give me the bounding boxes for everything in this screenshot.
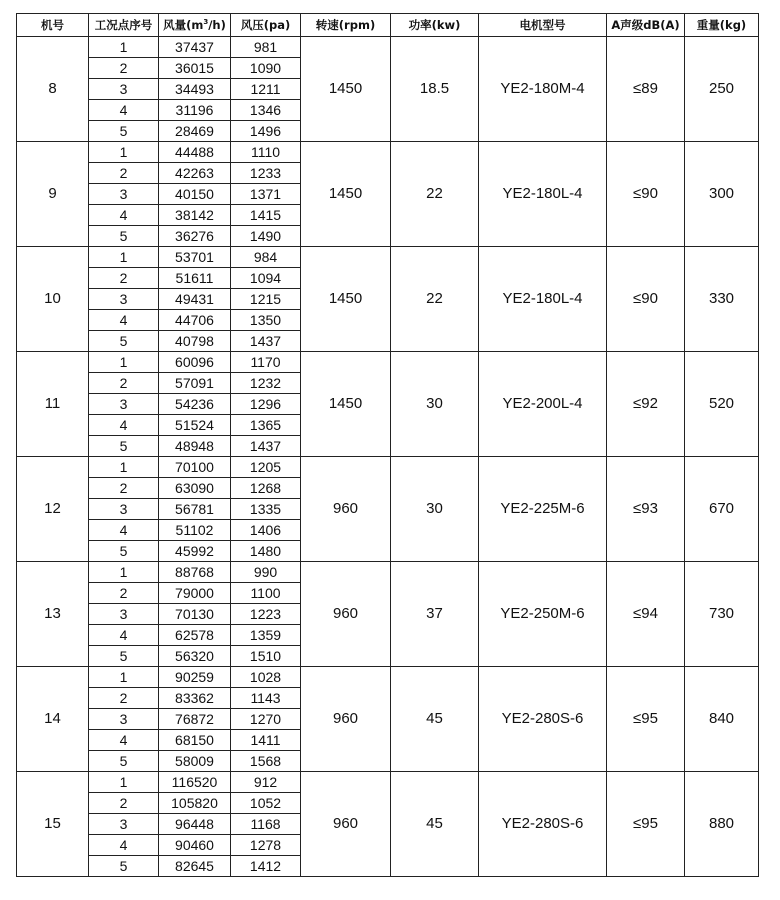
motor-model-cell: YE2-280S-6 xyxy=(479,667,607,772)
airflow-cell: 62578 xyxy=(159,625,231,646)
model-no-cell: 11 xyxy=(17,352,89,457)
point-no-cell: 1 xyxy=(89,457,159,478)
airflow-cell: 58009 xyxy=(159,751,231,772)
model-no-cell: 8 xyxy=(17,37,89,142)
airflow-cell: 56320 xyxy=(159,646,231,667)
header-power: 功率(kw) xyxy=(391,14,479,37)
airflow-cell: 54236 xyxy=(159,394,231,415)
point-no-cell: 4 xyxy=(89,625,159,646)
point-no-cell: 4 xyxy=(89,730,159,751)
airflow-cell: 40150 xyxy=(159,184,231,205)
point-no-cell: 4 xyxy=(89,310,159,331)
power-cell: 22 xyxy=(391,142,479,247)
table-row xyxy=(17,247,759,268)
power-cell: 18.5 xyxy=(391,37,479,142)
airflow-cell: 40798 xyxy=(159,331,231,352)
speed-cell: 1450 xyxy=(301,142,391,247)
pressure-cell: 1371 xyxy=(231,184,301,205)
airflow-cell: 36276 xyxy=(159,226,231,247)
pressure-cell: 1365 xyxy=(231,415,301,436)
point-no-cell: 4 xyxy=(89,520,159,541)
airflow-cell: 70130 xyxy=(159,604,231,625)
point-no-cell: 2 xyxy=(89,478,159,499)
pressure-cell: 981 xyxy=(231,37,301,58)
pressure-cell: 1496 xyxy=(231,121,301,142)
point-no-cell: 1 xyxy=(89,562,159,583)
power-cell: 30 xyxy=(391,352,479,457)
airflow-cell: 96448 xyxy=(159,814,231,835)
airflow-cell: 68150 xyxy=(159,730,231,751)
point-no-cell: 3 xyxy=(89,79,159,100)
airflow-cell: 49431 xyxy=(159,289,231,310)
pressure-cell: 1480 xyxy=(231,541,301,562)
point-no-cell: 1 xyxy=(89,37,159,58)
point-no-cell: 4 xyxy=(89,835,159,856)
speed-cell: 1450 xyxy=(301,352,391,457)
weight-cell: 840 xyxy=(685,667,759,772)
airflow-cell: 56781 xyxy=(159,499,231,520)
speed-cell: 1450 xyxy=(301,247,391,352)
airflow-cell: 88768 xyxy=(159,562,231,583)
airflow-cell: 90259 xyxy=(159,667,231,688)
pressure-cell: 1268 xyxy=(231,478,301,499)
noise-cell: ≤95 xyxy=(607,772,685,877)
table-row xyxy=(17,562,759,583)
pressure-cell: 1278 xyxy=(231,835,301,856)
pressure-cell: 1170 xyxy=(231,352,301,373)
pressure-cell: 1415 xyxy=(231,205,301,226)
pressure-cell: 912 xyxy=(231,772,301,793)
airflow-cell: 51611 xyxy=(159,268,231,289)
table-row xyxy=(17,457,759,478)
pressure-cell: 1270 xyxy=(231,709,301,730)
weight-cell: 250 xyxy=(685,37,759,142)
pressure-cell: 1411 xyxy=(231,730,301,751)
header-row xyxy=(17,14,759,37)
point-no-cell: 3 xyxy=(89,289,159,310)
pressure-cell: 990 xyxy=(231,562,301,583)
airflow-cell: 76872 xyxy=(159,709,231,730)
point-no-cell: 4 xyxy=(89,205,159,226)
weight-cell: 330 xyxy=(685,247,759,352)
airflow-cell: 51102 xyxy=(159,520,231,541)
speed-cell: 1450 xyxy=(301,37,391,142)
header-speed: 转速(rpm) xyxy=(301,14,391,37)
power-cell: 37 xyxy=(391,562,479,667)
point-no-cell: 2 xyxy=(89,163,159,184)
pressure-cell: 1406 xyxy=(231,520,301,541)
airflow-cell: 48948 xyxy=(159,436,231,457)
airflow-cell: 45992 xyxy=(159,541,231,562)
point-no-cell: 5 xyxy=(89,121,159,142)
noise-cell: ≤90 xyxy=(607,247,685,352)
table-body xyxy=(17,37,759,877)
motor-model-cell: YE2-180M-4 xyxy=(479,37,607,142)
header-pressure: 风压(pa) xyxy=(231,14,301,37)
airflow-cell: 116520 xyxy=(159,772,231,793)
motor-model-cell: YE2-280S-6 xyxy=(479,772,607,877)
airflow-cell: 53701 xyxy=(159,247,231,268)
airflow-cell: 51524 xyxy=(159,415,231,436)
point-no-cell: 5 xyxy=(89,541,159,562)
model-no-cell: 12 xyxy=(17,457,89,562)
header-airflow-text: 风量(m xyxy=(163,18,204,32)
point-no-cell: 2 xyxy=(89,793,159,814)
point-no-cell: 3 xyxy=(89,184,159,205)
pressure-cell: 1223 xyxy=(231,604,301,625)
airflow-cell: 82645 xyxy=(159,856,231,877)
motor-model-cell: YE2-225M-6 xyxy=(479,457,607,562)
point-no-cell: 3 xyxy=(89,709,159,730)
airflow-cell: 70100 xyxy=(159,457,231,478)
weight-cell: 730 xyxy=(685,562,759,667)
model-no-cell: 10 xyxy=(17,247,89,352)
weight-cell: 300 xyxy=(685,142,759,247)
header-weight: 重量(kg) xyxy=(685,14,759,37)
point-no-cell: 3 xyxy=(89,604,159,625)
airflow-cell: 31196 xyxy=(159,100,231,121)
pressure-cell: 1052 xyxy=(231,793,301,814)
header-model-no: 机号 xyxy=(17,14,89,37)
airflow-cell: 57091 xyxy=(159,373,231,394)
airflow-cell: 34493 xyxy=(159,79,231,100)
airflow-cell: 28469 xyxy=(159,121,231,142)
noise-cell: ≤90 xyxy=(607,142,685,247)
weight-cell: 670 xyxy=(685,457,759,562)
airflow-cell: 60096 xyxy=(159,352,231,373)
airflow-cell: 36015 xyxy=(159,58,231,79)
airflow-cell: 44706 xyxy=(159,310,231,331)
pressure-cell: 1211 xyxy=(231,79,301,100)
pressure-cell: 1205 xyxy=(231,457,301,478)
speed-cell: 960 xyxy=(301,772,391,877)
motor-model-cell: YE2-180L-4 xyxy=(479,247,607,352)
point-no-cell: 5 xyxy=(89,856,159,877)
weight-cell: 520 xyxy=(685,352,759,457)
point-no-cell: 2 xyxy=(89,58,159,79)
noise-cell: ≤92 xyxy=(607,352,685,457)
pressure-cell: 1232 xyxy=(231,373,301,394)
pressure-cell: 1100 xyxy=(231,583,301,604)
point-no-cell: 1 xyxy=(89,247,159,268)
weight-cell: 880 xyxy=(685,772,759,877)
power-cell: 22 xyxy=(391,247,479,352)
pressure-cell: 1437 xyxy=(231,331,301,352)
airflow-cell: 83362 xyxy=(159,688,231,709)
table-row xyxy=(17,142,759,163)
pressure-cell: 1028 xyxy=(231,667,301,688)
model-no-cell: 13 xyxy=(17,562,89,667)
airflow-cell: 38142 xyxy=(159,205,231,226)
airflow-cell: 63090 xyxy=(159,478,231,499)
model-no-cell: 15 xyxy=(17,772,89,877)
point-no-cell: 5 xyxy=(89,751,159,772)
pressure-cell: 1412 xyxy=(231,856,301,877)
noise-cell: ≤94 xyxy=(607,562,685,667)
pressure-cell: 1296 xyxy=(231,394,301,415)
point-no-cell: 4 xyxy=(89,100,159,121)
pressure-cell: 1233 xyxy=(231,163,301,184)
header-airflow-sup: 3 xyxy=(203,18,209,27)
point-no-cell: 4 xyxy=(89,415,159,436)
point-no-cell: 5 xyxy=(89,436,159,457)
power-cell: 30 xyxy=(391,457,479,562)
pressure-cell: 1437 xyxy=(231,436,301,457)
table-row xyxy=(17,667,759,688)
model-no-cell: 9 xyxy=(17,142,89,247)
point-no-cell: 3 xyxy=(89,499,159,520)
pressure-cell: 984 xyxy=(231,247,301,268)
point-no-cell: 1 xyxy=(89,667,159,688)
pressure-cell: 1110 xyxy=(231,142,301,163)
pressure-cell: 1350 xyxy=(231,310,301,331)
pressure-cell: 1094 xyxy=(231,268,301,289)
airflow-cell: 79000 xyxy=(159,583,231,604)
point-no-cell: 1 xyxy=(89,142,159,163)
model-no-cell: 14 xyxy=(17,667,89,772)
airflow-cell: 105820 xyxy=(159,793,231,814)
power-cell: 45 xyxy=(391,772,479,877)
pressure-cell: 1346 xyxy=(231,100,301,121)
point-no-cell: 2 xyxy=(89,373,159,394)
pressure-cell: 1090 xyxy=(231,58,301,79)
speed-cell: 960 xyxy=(301,667,391,772)
point-no-cell: 3 xyxy=(89,394,159,415)
point-no-cell: 2 xyxy=(89,583,159,604)
motor-model-cell: YE2-200L-4 xyxy=(479,352,607,457)
point-no-cell: 5 xyxy=(89,646,159,667)
airflow-cell: 44488 xyxy=(159,142,231,163)
point-no-cell: 2 xyxy=(89,688,159,709)
noise-cell: ≤95 xyxy=(607,667,685,772)
point-no-cell: 5 xyxy=(89,331,159,352)
header-airflow-unit: /h) xyxy=(208,18,226,32)
point-no-cell: 2 xyxy=(89,268,159,289)
table-row xyxy=(17,37,759,58)
header-noise: A声级dB(A) xyxy=(607,14,685,37)
fan-performance-table xyxy=(16,13,759,877)
point-no-cell: 3 xyxy=(89,814,159,835)
pressure-cell: 1168 xyxy=(231,814,301,835)
airflow-cell: 37437 xyxy=(159,37,231,58)
point-no-cell: 1 xyxy=(89,352,159,373)
speed-cell: 960 xyxy=(301,562,391,667)
pressure-cell: 1359 xyxy=(231,625,301,646)
pressure-cell: 1335 xyxy=(231,499,301,520)
motor-model-cell: YE2-250M-6 xyxy=(479,562,607,667)
noise-cell: ≤89 xyxy=(607,37,685,142)
airflow-cell: 90460 xyxy=(159,835,231,856)
airflow-cell: 42263 xyxy=(159,163,231,184)
table-row xyxy=(17,352,759,373)
power-cell: 45 xyxy=(391,667,479,772)
table-row xyxy=(17,772,759,793)
header-motor-model: 电机型号 xyxy=(479,14,607,37)
point-no-cell: 5 xyxy=(89,226,159,247)
header-airflow xyxy=(159,14,231,37)
pressure-cell: 1510 xyxy=(231,646,301,667)
point-no-cell: 1 xyxy=(89,772,159,793)
noise-cell: ≤93 xyxy=(607,457,685,562)
header-point-no: 工况点序号 xyxy=(89,14,159,37)
pressure-cell: 1568 xyxy=(231,751,301,772)
motor-model-cell: YE2-180L-4 xyxy=(479,142,607,247)
pressure-cell: 1215 xyxy=(231,289,301,310)
speed-cell: 960 xyxy=(301,457,391,562)
pressure-cell: 1490 xyxy=(231,226,301,247)
pressure-cell: 1143 xyxy=(231,688,301,709)
